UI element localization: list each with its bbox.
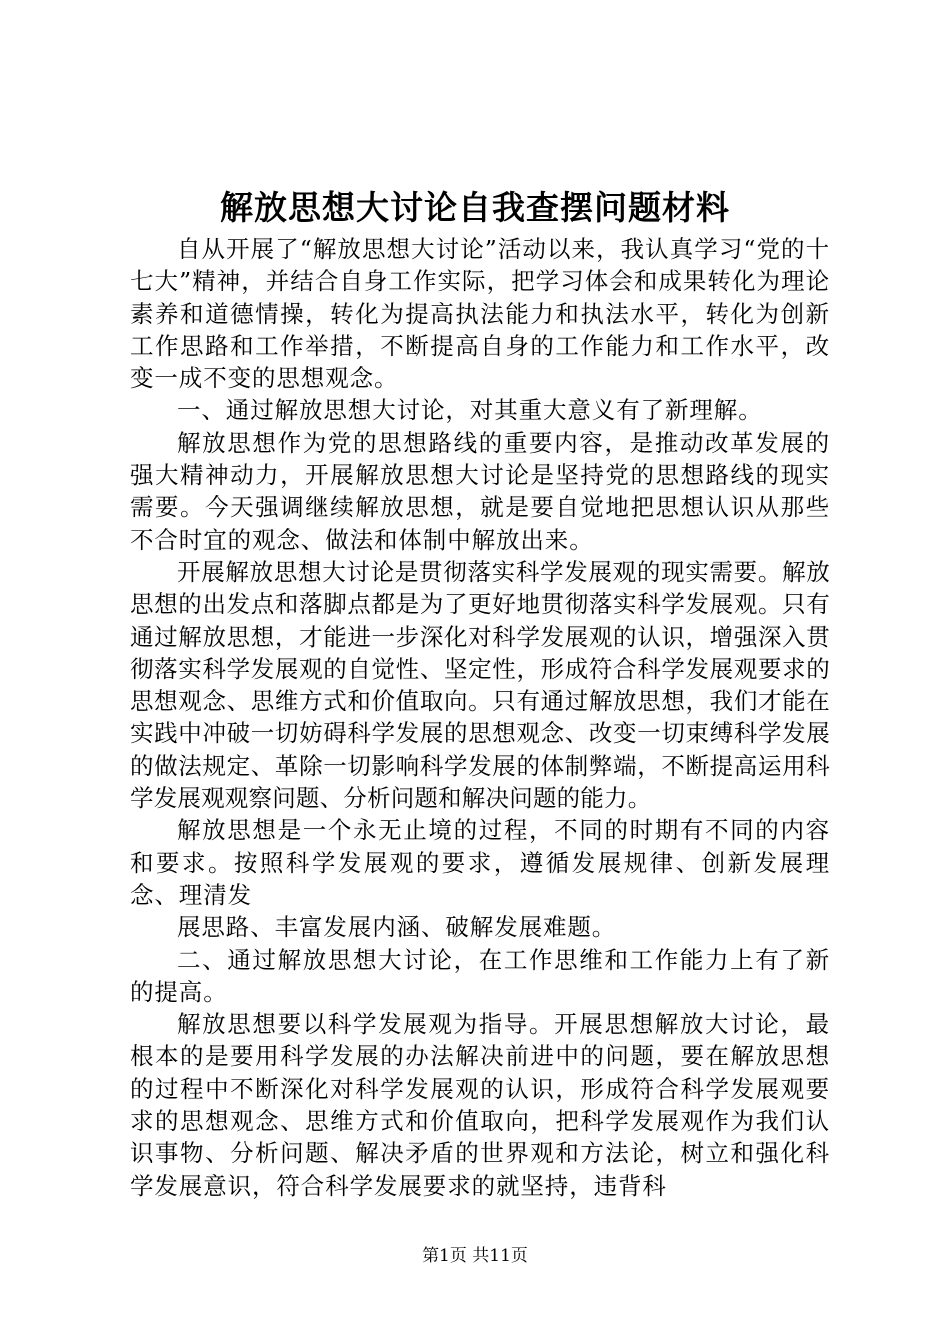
paragraph-intro: 自从开展了“解放思想大讨论”活动以来，我认真学习“党的十七大”精神，并结合自身工作实际，把学习体会和成果转化为理论素养和道德情操，转化为提高执法能力和执法水平，转化为创新工作思路和工作举措，不断提高自身的工作能力和工作水平，改变一成不变的思想观念。: [130, 235, 830, 393]
section-heading-2: 二、通过解放思想大讨论，在工作思维和工作能力上有了新的提高。: [130, 945, 830, 1006]
paragraph: 展思路、丰富发展内涵、破解发展难题。: [177, 913, 617, 942]
section-heading-1: 一、通过解放思想大讨论，对其重大意义有了新理解。: [177, 396, 763, 425]
paragraph: 开展解放思想大讨论是贯彻落实科学发展观的现实需要。解放思想的出发点和落脚点都是为了更好地贯彻落实科学发展观。只有通过解放思想，才能进一步深化对科学发展观的认识，增强深入贯彻落实科学发展观的自觉性、坚定性，形成符合科学发展观要求的思想观念、思维方式和价值取向。只有通过解放思想，我们才能在实践中冲破一切妨碍科学发展的思想观念、改变一切束缚科学发展的做法规定、革除一切影响科学发展的体制弊端，不断提高运用科学发展观观察问题、分析问题和解决问题的能力。: [130, 557, 830, 813]
paragraph: 解放思想要以科学发展观为指导。开展思想解放大讨论，最根本的是要用科学发展的办法解决前进中的问题，要在解放思想的过程中不断深化对科学发展观的认识，形成符合科学发展观要求的思想观念、思维方式和价值取向，把科学发展观作为我们认识事物、分析问题、解决矛盾的世界观和方法论，树立和强化科学发展意识，符合科学发展要求的就坚持，违背科: [130, 1010, 830, 1200]
document-title: 解放思想大讨论自我查摆问题材料: [220, 188, 730, 227]
page-footer: 第1页 共11页: [422, 1246, 528, 1266]
document-body: [130, 233, 830, 1202]
paragraph: 解放思想是一个永无止境的过程，不同的时期有不同的内容和要求。按照科学发展观的要求，遵循发展规律、创新发展理念、理清发: [130, 816, 830, 909]
paragraph: 解放思想作为党的思想路线的重要内容，是推动改革发展的强大精神动力，开展解放思想大讨论是坚持党的思想路线的现实需要。今天强调继续解放思想，就是要自觉地把思想认识从那些不合时宜的观念、做法和体制中解放出来。: [130, 428, 830, 554]
